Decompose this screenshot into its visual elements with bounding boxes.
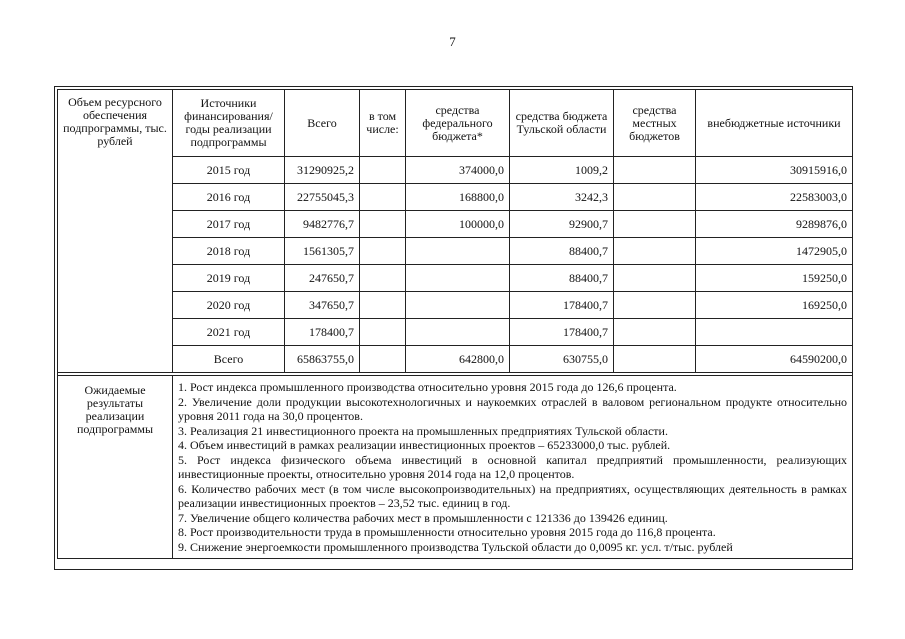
header-regional: средства бюджета Тульской области: [510, 90, 614, 157]
regional-cell: 1009,2: [510, 157, 614, 184]
blank-cell: [360, 346, 406, 373]
extra-cell: [696, 319, 853, 346]
federal-cell: [406, 238, 510, 265]
header-extra: внебюджетные источники: [696, 90, 853, 157]
total-cell: 31290925,2: [285, 157, 360, 184]
local-cell: [614, 211, 696, 238]
total-cell: 22755045,3: [285, 184, 360, 211]
result-item: 4. Объем инвестиций в рамках реализации инвестиционных проектов – 65233000,0 тыс. рублей.: [178, 438, 671, 452]
result-item: 9. Снижение энергоемкости промышленного производства Тульской области до 0,0095 кг. усл. т/тыс. рублей: [178, 539, 733, 554]
local-cell: [614, 238, 696, 265]
year-cell: 2020 год: [173, 292, 285, 319]
year-cell: 2019 год: [173, 265, 285, 292]
extra-cell: 30915916,0: [696, 157, 853, 184]
table-row: [58, 184, 853, 211]
table-header-row: [58, 90, 853, 157]
federal-cell: 374000,0: [406, 157, 510, 184]
year-cell: 2018 год: [173, 238, 285, 265]
blank-cell: [360, 157, 406, 184]
regional-cell: 178400,7: [510, 319, 614, 346]
result-item: 7. Увеличение общего количества рабочих мест в промышленности с 121336 до 139426 единиц.: [178, 510, 668, 525]
total-cell: 347650,7: [285, 292, 360, 319]
header-total: Всего: [285, 90, 360, 157]
regional-cell: 630755,0: [510, 346, 614, 373]
result-item: 8. Рост производительности труда в промышленности относительно уровня 2015 года до 116,8 процента.: [178, 525, 716, 539]
year-cell: 2021 год: [173, 319, 285, 346]
total-cell: 65863755,0: [285, 346, 360, 373]
result-item: 2. Увеличение доли продукции высокотехнологичных и наукоемких отраслей в валовом региональном продукте относительно уровня 2011 года на 30,0 процентов.: [178, 394, 847, 423]
result-item: 3. Реализация 21 инвестиционного проекта на промышленных предприятиях Тульской области.: [178, 423, 668, 438]
year-cell: 2017 год: [173, 211, 285, 238]
resource-table: [57, 89, 853, 559]
federal-cell: 168800,0: [406, 184, 510, 211]
total-cell: 247650,7: [285, 265, 360, 292]
federal-cell: [406, 319, 510, 346]
table-row: [58, 238, 853, 265]
year-cell: 2016 год: [173, 184, 285, 211]
blank-cell: [360, 211, 406, 238]
header-sources: Источники финансирования/ годы реализации подпрограммы: [173, 90, 285, 157]
header-local: средства местных бюджетов: [614, 90, 696, 157]
year-cell: Всего: [173, 346, 285, 373]
extra-cell: 64590200,0: [696, 346, 853, 373]
local-cell: [614, 346, 696, 373]
federal-cell: 642800,0: [406, 346, 510, 373]
regional-cell: 92900,7: [510, 211, 614, 238]
blank-cell: [360, 292, 406, 319]
page-number: 7: [449, 34, 456, 49]
local-cell: [614, 157, 696, 184]
table-row: [58, 292, 853, 319]
federal-cell: [406, 265, 510, 292]
regional-cell: 88400,7: [510, 265, 614, 292]
local-cell: [614, 184, 696, 211]
blank-cell: [360, 184, 406, 211]
extra-cell: 22583003,0: [696, 184, 853, 211]
table-row-total: [58, 346, 853, 373]
results-label: Ожидаемые результаты реализации подпрограммы: [58, 376, 173, 559]
blank-cell: [360, 265, 406, 292]
result-item: 5. Рост индекса физического объема инвестиций в основной капитал предприятий промышленности, реализующих инвестиционные проекты, относительно уровня 2014 года на 12,0 процентов.: [178, 452, 847, 481]
results-list: [173, 376, 853, 559]
table-row: [58, 211, 853, 238]
blank-cell: [360, 319, 406, 346]
regional-cell: 178400,7: [510, 292, 614, 319]
resource-label: Объем ресурсного обеспечения подпрограммы, тыс. рублей: [58, 90, 173, 373]
federal-cell: 100000,0: [406, 211, 510, 238]
result-item: 6. Количество рабочих мест (в том числе высокопроизводительных) на предприятиях, осуществляющих деятельность в рамках реализации инвестиционных проектов – 23,52 тыс. единиц в год.: [178, 481, 847, 510]
result-item: 1. Рост индекса промышленного производства относительно уровня 2015 года до 126,6 процента.: [178, 380, 677, 394]
total-cell: 9482776,7: [285, 211, 360, 238]
extra-cell: 169250,0: [696, 292, 853, 319]
total-cell: 178400,7: [285, 319, 360, 346]
table-row: [58, 319, 853, 346]
regional-cell: 3242,3: [510, 184, 614, 211]
extra-cell: 9289876,0: [696, 211, 853, 238]
local-cell: [614, 265, 696, 292]
regional-cell: 88400,7: [510, 238, 614, 265]
federal-cell: [406, 292, 510, 319]
extra-cell: 159250,0: [696, 265, 853, 292]
results-row: [58, 376, 853, 559]
blank-cell: [360, 238, 406, 265]
local-cell: [614, 292, 696, 319]
extra-cell: 1472905,0: [696, 238, 853, 265]
table-row: [58, 265, 853, 292]
header-in-that: в том числе:: [360, 90, 406, 157]
year-cell: 2015 год: [173, 157, 285, 184]
table-row: [58, 157, 853, 184]
local-cell: [614, 319, 696, 346]
header-federal: средства федерального бюджета*: [406, 90, 510, 157]
total-cell: 1561305,7: [285, 238, 360, 265]
